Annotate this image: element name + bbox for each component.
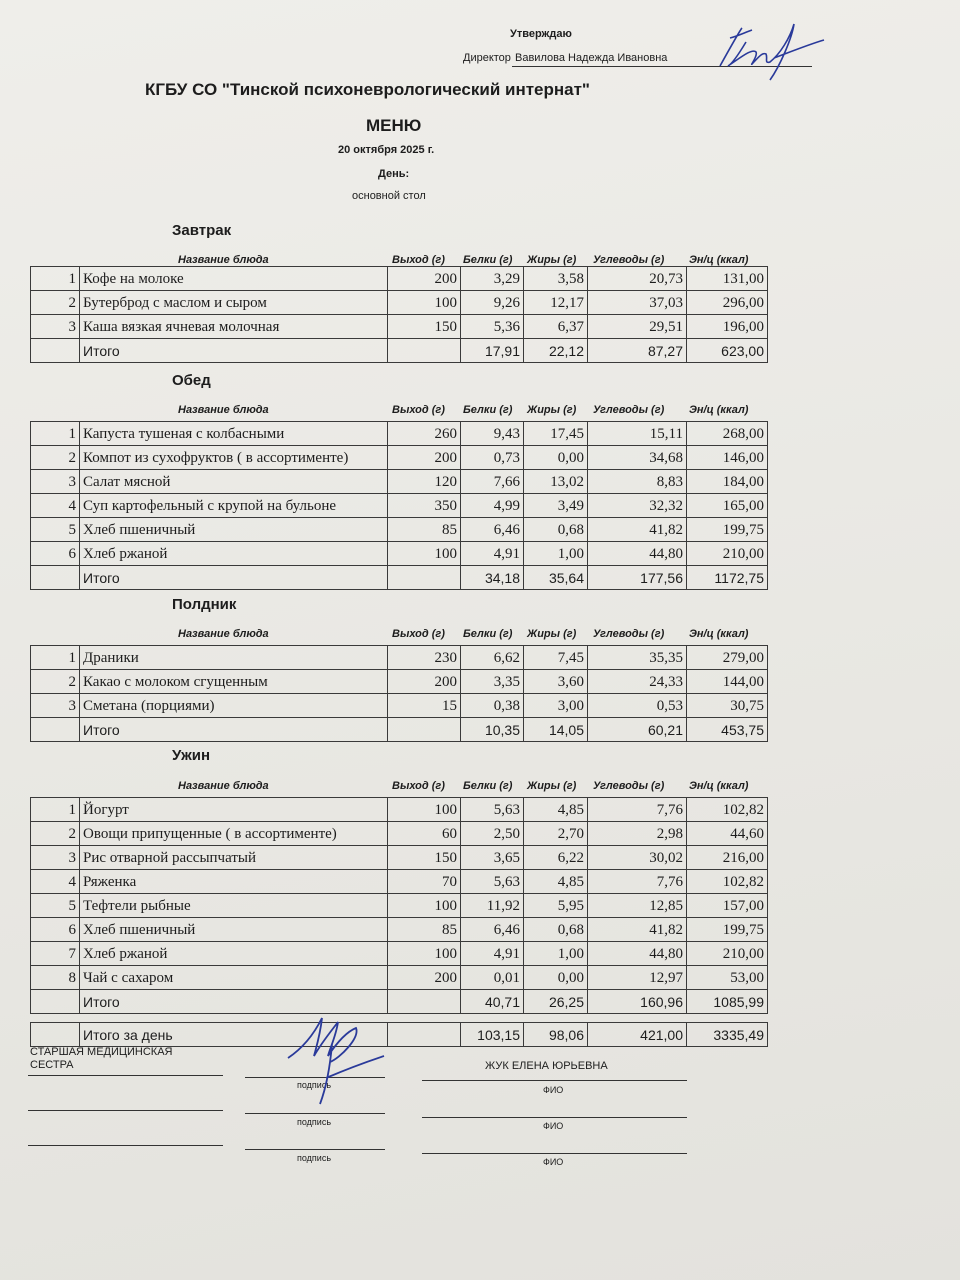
dish-fat: 7,45 xyxy=(524,646,588,670)
dish-carbs: 0,53 xyxy=(588,694,687,718)
section-title: Обед xyxy=(172,372,211,389)
total-label: Итого xyxy=(80,339,388,363)
dish-energy: 199,75 xyxy=(687,518,768,542)
dish-number: 8 xyxy=(31,966,80,990)
dish-carbs: 44,80 xyxy=(588,542,687,566)
table-row xyxy=(31,894,768,918)
column-header-energy: Эн/ц (ккал) xyxy=(689,404,749,416)
total-row xyxy=(31,566,768,590)
signature-caption-1: подпись xyxy=(297,1080,332,1090)
fio-line-2 xyxy=(422,1117,687,1118)
dish-energy: 144,00 xyxy=(687,670,768,694)
dish-energy: 268,00 xyxy=(687,422,768,446)
table-row xyxy=(31,494,768,518)
dish-output: 100 xyxy=(388,291,461,315)
dish-protein: 5,63 xyxy=(461,798,524,822)
dish-carbs: 37,03 xyxy=(588,291,687,315)
dish-energy: 44,60 xyxy=(687,822,768,846)
dish-output: 100 xyxy=(388,798,461,822)
total-energy: 453,75 xyxy=(687,718,768,742)
dish-number: 2 xyxy=(31,446,80,470)
dish-protein: 2,50 xyxy=(461,822,524,846)
dish-fat: 0,68 xyxy=(524,518,588,542)
dish-energy: 30,75 xyxy=(687,694,768,718)
dish-fat: 1,00 xyxy=(524,942,588,966)
column-header-carbs: Углеводы (г) xyxy=(593,628,665,640)
dish-protein: 4,91 xyxy=(461,942,524,966)
dish-protein: 0,01 xyxy=(461,966,524,990)
column-header-energy: Эн/ц (ккал) xyxy=(689,254,749,266)
dish-fat: 1,00 xyxy=(524,542,588,566)
dish-energy: 131,00 xyxy=(687,267,768,291)
dish-energy: 279,00 xyxy=(687,646,768,670)
dish-output: 200 xyxy=(388,267,461,291)
total-label: Итого xyxy=(80,718,388,742)
dish-name: Хлеб пшеничный xyxy=(80,918,388,942)
total-protein: 34,18 xyxy=(461,566,524,590)
dish-energy: 196,00 xyxy=(687,315,768,339)
dish-energy: 296,00 xyxy=(687,291,768,315)
approval-label: Утверждаю xyxy=(510,28,572,40)
dish-protein: 0,73 xyxy=(461,446,524,470)
table-row xyxy=(31,518,768,542)
dish-name: Драники xyxy=(80,646,388,670)
day-total-output-cell xyxy=(388,1023,461,1047)
signature-caption-2: подпись xyxy=(297,1117,332,1127)
total-protein: 10,35 xyxy=(461,718,524,742)
dish-carbs: 35,35 xyxy=(588,646,687,670)
day-total-row xyxy=(31,1023,768,1047)
day-total-protein: 103,15 xyxy=(461,1023,524,1047)
total-row xyxy=(31,339,768,363)
dish-name: Ряженка xyxy=(80,870,388,894)
dish-number: 1 xyxy=(31,422,80,446)
column-header-output: Выход (г) xyxy=(392,254,445,266)
dish-energy: 184,00 xyxy=(687,470,768,494)
dish-energy: 102,82 xyxy=(687,870,768,894)
dish-name: Какао с молоком сгущенным xyxy=(80,670,388,694)
column-header-protein: Белки (г) xyxy=(463,254,513,266)
dish-name: Каша вязкая ячневая молочная xyxy=(80,315,388,339)
column-header-carbs: Углеводы (г) xyxy=(593,780,665,792)
dish-name: Хлеб ржаной xyxy=(80,942,388,966)
position-line-3 xyxy=(28,1145,223,1146)
menu-table xyxy=(30,421,768,590)
dish-carbs: 29,51 xyxy=(588,315,687,339)
signature-caption-3: подпись xyxy=(297,1153,332,1163)
dish-output: 150 xyxy=(388,846,461,870)
dish-carbs: 30,02 xyxy=(588,846,687,870)
dish-output: 100 xyxy=(388,542,461,566)
director-label: Директор xyxy=(463,52,511,64)
dish-name: Капуста тушеная с колбасными xyxy=(80,422,388,446)
dish-protein: 5,36 xyxy=(461,315,524,339)
dish-number: 3 xyxy=(31,470,80,494)
total-fat: 26,25 xyxy=(524,990,588,1014)
column-header-energy: Эн/ц (ккал) xyxy=(689,780,749,792)
day-total-num-cell xyxy=(31,1023,80,1047)
position-line-2 xyxy=(28,1110,223,1111)
dish-carbs: 12,97 xyxy=(588,966,687,990)
day-total-fat: 98,06 xyxy=(524,1023,588,1047)
dish-number: 4 xyxy=(31,494,80,518)
dish-name: Бутерброд с маслом и сыром xyxy=(80,291,388,315)
column-header-name: Название блюда xyxy=(178,404,269,416)
dish-protein: 3,29 xyxy=(461,267,524,291)
dish-energy: 216,00 xyxy=(687,846,768,870)
table-row xyxy=(31,470,768,494)
dish-name: Рис отварной рассыпчатый xyxy=(80,846,388,870)
day-total-carbs: 421,00 xyxy=(588,1023,687,1047)
dish-name: Сметана (порциями) xyxy=(80,694,388,718)
table-row xyxy=(31,918,768,942)
dish-number: 2 xyxy=(31,291,80,315)
column-header-fat: Жиры (г) xyxy=(527,628,577,640)
table-type: основной стол xyxy=(352,190,426,202)
section-title: Полдник xyxy=(172,596,237,613)
table-row xyxy=(31,446,768,470)
dish-output: 100 xyxy=(388,942,461,966)
column-header-fat: Жиры (г) xyxy=(527,254,577,266)
page-title: МЕНЮ xyxy=(366,116,422,135)
dish-energy: 157,00 xyxy=(687,894,768,918)
column-header-protein: Белки (г) xyxy=(463,780,513,792)
fio-line-1 xyxy=(422,1080,687,1081)
column-header-protein: Белки (г) xyxy=(463,404,513,416)
dish-carbs: 7,76 xyxy=(588,798,687,822)
dish-number: 7 xyxy=(31,942,80,966)
signature-line-3 xyxy=(245,1149,385,1150)
column-header-fat: Жиры (г) xyxy=(527,780,577,792)
total-carbs: 160,96 xyxy=(588,990,687,1014)
column-header-output: Выход (г) xyxy=(392,404,445,416)
section-title: Ужин xyxy=(172,747,211,764)
table-row xyxy=(31,315,768,339)
column-header-output: Выход (г) xyxy=(392,780,445,792)
dish-name: Тефтели рыбные xyxy=(80,894,388,918)
dish-fat: 6,37 xyxy=(524,315,588,339)
dish-carbs: 7,76 xyxy=(588,870,687,894)
dish-number: 3 xyxy=(31,315,80,339)
total-fat: 14,05 xyxy=(524,718,588,742)
column-header-output: Выход (г) xyxy=(392,628,445,640)
table-row xyxy=(31,942,768,966)
dish-number: 1 xyxy=(31,798,80,822)
dish-number: 3 xyxy=(31,694,80,718)
dish-name: Йогурт xyxy=(80,798,388,822)
fio-caption-2: ФИО xyxy=(543,1121,564,1131)
dish-name: Салат мясной xyxy=(80,470,388,494)
menu-table xyxy=(30,645,768,742)
dish-carbs: 44,80 xyxy=(588,942,687,966)
dish-output: 85 xyxy=(388,518,461,542)
column-header-energy: Эн/ц (ккал) xyxy=(689,628,749,640)
table-row xyxy=(31,646,768,670)
dish-number: 1 xyxy=(31,646,80,670)
dish-output: 120 xyxy=(388,470,461,494)
position-label: СТАРШАЯ МЕДИЦИНСКАЯ СЕСТРА xyxy=(30,1046,173,1071)
dish-protein: 4,99 xyxy=(461,494,524,518)
total-label: Итого xyxy=(80,566,388,590)
dish-carbs: 15,11 xyxy=(588,422,687,446)
total-energy: 623,00 xyxy=(687,339,768,363)
table-row xyxy=(31,870,768,894)
dish-number: 2 xyxy=(31,670,80,694)
total-fat: 22,12 xyxy=(524,339,588,363)
dish-fat: 0,00 xyxy=(524,446,588,470)
dish-name: Хлеб пшеничный xyxy=(80,518,388,542)
dish-output: 100 xyxy=(388,894,461,918)
total-protein: 40,71 xyxy=(461,990,524,1014)
dish-energy: 165,00 xyxy=(687,494,768,518)
table-row xyxy=(31,670,768,694)
dish-energy: 210,00 xyxy=(687,942,768,966)
dish-number: 4 xyxy=(31,870,80,894)
fio-name: ЖУК ЕЛЕНА ЮРЬЕВНА xyxy=(485,1060,608,1072)
total-num-cell xyxy=(31,990,80,1014)
day-total-table xyxy=(30,1022,768,1047)
dish-number: 2 xyxy=(31,822,80,846)
total-output-cell xyxy=(388,718,461,742)
dish-energy: 102,82 xyxy=(687,798,768,822)
dish-fat: 0,68 xyxy=(524,918,588,942)
column-header-protein: Белки (г) xyxy=(463,628,513,640)
dish-protein: 3,65 xyxy=(461,846,524,870)
total-carbs: 87,27 xyxy=(588,339,687,363)
dish-protein: 9,26 xyxy=(461,291,524,315)
table-row xyxy=(31,542,768,566)
dish-output: 230 xyxy=(388,646,461,670)
dish-output: 60 xyxy=(388,822,461,846)
dish-fat: 6,22 xyxy=(524,846,588,870)
dish-fat: 2,70 xyxy=(524,822,588,846)
dish-output: 85 xyxy=(388,918,461,942)
fio-caption-1: ФИО xyxy=(543,1085,564,1095)
total-energy: 1172,75 xyxy=(687,566,768,590)
dish-number: 1 xyxy=(31,267,80,291)
dish-name: Кофе на молоке xyxy=(80,267,388,291)
dish-carbs: 12,85 xyxy=(588,894,687,918)
dish-fat: 3,49 xyxy=(524,494,588,518)
dish-output: 350 xyxy=(388,494,461,518)
dish-protein: 6,62 xyxy=(461,646,524,670)
total-label: Итого xyxy=(80,990,388,1014)
column-header-carbs: Углеводы (г) xyxy=(593,404,665,416)
menu-table xyxy=(30,266,768,363)
signature-line-2 xyxy=(245,1113,385,1114)
total-output-cell xyxy=(388,566,461,590)
fio-caption-3: ФИО xyxy=(543,1157,564,1167)
table-row xyxy=(31,846,768,870)
dish-name: Хлеб ржаной xyxy=(80,542,388,566)
dish-protein: 4,91 xyxy=(461,542,524,566)
total-row xyxy=(31,990,768,1014)
dish-protein: 9,43 xyxy=(461,422,524,446)
dish-protein: 3,35 xyxy=(461,670,524,694)
dish-output: 70 xyxy=(388,870,461,894)
dish-carbs: 2,98 xyxy=(588,822,687,846)
column-header-carbs: Углеводы (г) xyxy=(593,254,665,266)
position-line-1 xyxy=(28,1075,223,1076)
total-num-cell xyxy=(31,339,80,363)
nurse-signature-icon xyxy=(280,1008,390,1108)
dish-carbs: 24,33 xyxy=(588,670,687,694)
dish-protein: 7,66 xyxy=(461,470,524,494)
table-row xyxy=(31,422,768,446)
table-row xyxy=(31,267,768,291)
column-header-name: Название блюда xyxy=(178,254,269,266)
menu-table xyxy=(30,797,768,1014)
dish-energy: 146,00 xyxy=(687,446,768,470)
dish-carbs: 32,32 xyxy=(588,494,687,518)
dish-fat: 12,17 xyxy=(524,291,588,315)
total-num-cell xyxy=(31,718,80,742)
dish-carbs: 8,83 xyxy=(588,470,687,494)
dish-name: Овощи припущенные ( в ассортименте) xyxy=(80,822,388,846)
organization-name: КГБУ СО "Тинской психоневрологический интернат" xyxy=(145,80,590,99)
total-carbs: 60,21 xyxy=(588,718,687,742)
dish-fat: 0,00 xyxy=(524,966,588,990)
dish-carbs: 20,73 xyxy=(588,267,687,291)
table-row xyxy=(31,694,768,718)
dish-output: 200 xyxy=(388,446,461,470)
table-row xyxy=(31,822,768,846)
total-row xyxy=(31,718,768,742)
table-row xyxy=(31,966,768,990)
dish-fat: 17,45 xyxy=(524,422,588,446)
dish-output: 200 xyxy=(388,966,461,990)
total-num-cell xyxy=(31,566,80,590)
dish-name: Чай с сахаром xyxy=(80,966,388,990)
dish-name: Компот из сухофруктов ( в ассортименте) xyxy=(80,446,388,470)
dish-protein: 0,38 xyxy=(461,694,524,718)
table-row xyxy=(31,291,768,315)
fio-line-3 xyxy=(422,1153,687,1154)
dish-number: 5 xyxy=(31,894,80,918)
dish-fat: 5,95 xyxy=(524,894,588,918)
dish-output: 260 xyxy=(388,422,461,446)
column-header-fat: Жиры (г) xyxy=(527,404,577,416)
dish-protein: 11,92 xyxy=(461,894,524,918)
dish-protein: 6,46 xyxy=(461,518,524,542)
dish-fat: 3,58 xyxy=(524,267,588,291)
dish-output: 15 xyxy=(388,694,461,718)
total-protein: 17,91 xyxy=(461,339,524,363)
dish-energy: 210,00 xyxy=(687,542,768,566)
dish-carbs: 41,82 xyxy=(588,918,687,942)
dish-fat: 3,60 xyxy=(524,670,588,694)
column-header-name: Название блюда xyxy=(178,780,269,792)
dish-name: Суп картофельный с крупой на бульоне xyxy=(80,494,388,518)
section-title: Завтрак xyxy=(172,222,232,239)
column-header-name: Название блюда xyxy=(178,628,269,640)
dish-carbs: 34,68 xyxy=(588,446,687,470)
dish-number: 5 xyxy=(31,518,80,542)
dish-number: 6 xyxy=(31,542,80,566)
dish-energy: 199,75 xyxy=(687,918,768,942)
dish-number: 3 xyxy=(31,846,80,870)
dish-protein: 5,63 xyxy=(461,870,524,894)
total-output-cell xyxy=(388,990,461,1014)
dish-energy: 53,00 xyxy=(687,966,768,990)
dish-number: 6 xyxy=(31,918,80,942)
dish-carbs: 41,82 xyxy=(588,518,687,542)
total-carbs: 177,56 xyxy=(588,566,687,590)
day-label: День: xyxy=(378,168,410,180)
dish-fat: 4,85 xyxy=(524,798,588,822)
menu-date: 20 октября 2025 г. xyxy=(338,144,435,156)
day-total-energy: 3335,49 xyxy=(687,1023,768,1047)
director-name: Вавилова Надежда Ивановна xyxy=(515,52,668,64)
total-fat: 35,64 xyxy=(524,566,588,590)
director-signature-icon xyxy=(700,18,830,88)
dish-fat: 4,85 xyxy=(524,870,588,894)
dish-fat: 3,00 xyxy=(524,694,588,718)
dish-protein: 6,46 xyxy=(461,918,524,942)
dish-output: 150 xyxy=(388,315,461,339)
dish-fat: 13,02 xyxy=(524,470,588,494)
dish-output: 200 xyxy=(388,670,461,694)
table-row xyxy=(31,798,768,822)
day-total-label: Итого за день xyxy=(80,1023,388,1047)
total-output-cell xyxy=(388,339,461,363)
total-energy: 1085,99 xyxy=(687,990,768,1014)
